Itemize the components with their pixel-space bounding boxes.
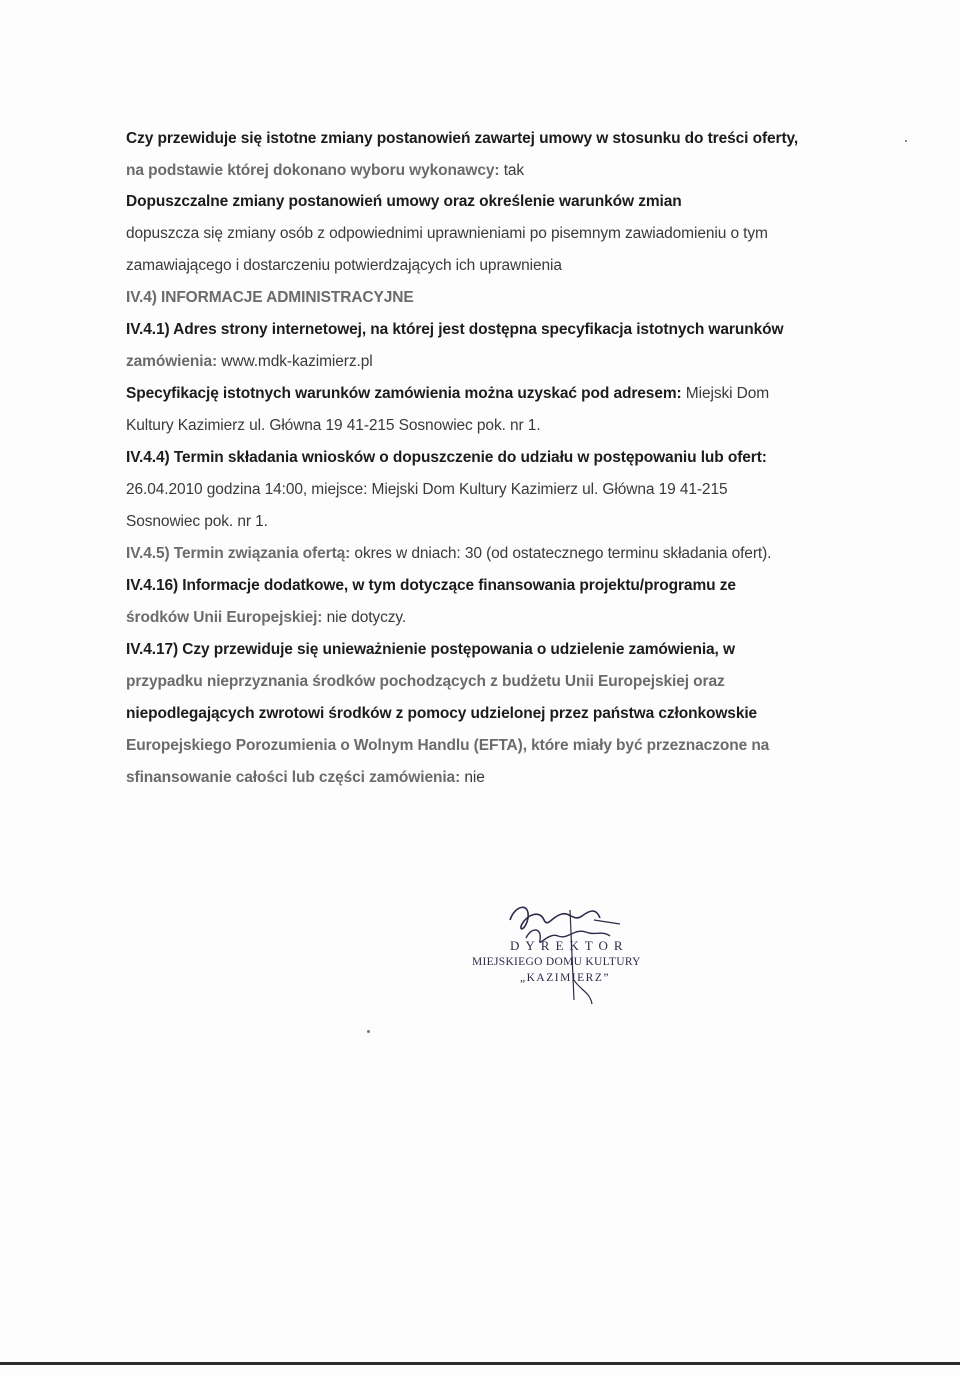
text-line	[126, 383, 769, 405]
text-run: IV.4.17) Czy przewiduje się unieważnienie postępowania o udzielenie zamówienia, w	[126, 641, 735, 658]
stamp-title: DYREKTOR	[510, 938, 629, 953]
text-run: IV.4) INFORMACJE ADMINISTRACYJNE	[126, 289, 414, 306]
text-line	[126, 511, 268, 533]
director-stamp	[470, 880, 670, 1010]
text-run: okres w dniach: 30 (od ostatecznego terminu składania ofert).	[354, 545, 772, 562]
text-line	[126, 671, 725, 693]
text-line	[126, 160, 524, 182]
text-run: www.mdk-kazimierz.pl	[221, 353, 373, 370]
text-line	[126, 575, 736, 597]
stamp-institution: MIEJSKIEGO DOMU KULTURY	[472, 956, 641, 968]
text-run: Kultury Kazimierz ul. Główna 19 41-215 Sosnowiec pok. nr 1.	[126, 417, 541, 434]
text-line	[126, 351, 373, 373]
text-run: 26.04.2010 godzina 14:00, miejsce: Miejski Dom Kultury Kazimierz ul. Główna 19 41-215	[126, 481, 728, 498]
text-line	[126, 735, 769, 757]
text-run: środków Unii Europejskiej:	[126, 609, 327, 626]
text-run: IV.4.5) Termin związania ofertą:	[126, 545, 355, 562]
text-line	[126, 255, 562, 277]
text-line	[126, 607, 406, 629]
text-line	[126, 191, 682, 213]
text-run: IV.4.4) Termin składania wniosków o dopuszczenie do udziału w postępowaniu lub ofert:	[126, 449, 767, 466]
text-run: sfinansowanie całości lub części zamówienia:	[126, 769, 465, 786]
text-line	[126, 703, 757, 725]
text-run: Sosnowiec pok. nr 1.	[126, 513, 268, 530]
text-run: tak	[503, 162, 525, 179]
text-line	[126, 479, 727, 501]
text-run: IV.4.16) Informacje dodatkowe, w tym dotyczące finansowania projektu/programu ze	[126, 577, 736, 594]
text-run: zamawiającego i dostarczeniu potwierdzających ich uprawnienia	[126, 257, 562, 274]
scan-speck	[905, 140, 907, 142]
text-line	[126, 767, 485, 789]
scan-bottom-edge	[0, 1362, 960, 1365]
text-line	[126, 319, 783, 341]
text-line	[126, 223, 768, 245]
text-line	[126, 543, 771, 565]
text-line	[126, 128, 798, 150]
text-run: Czy przewiduje się istotne zmiany postanowień zawartej umowy w stosunku do treści oferty,	[126, 130, 799, 147]
text-line	[126, 415, 541, 437]
text-run: przypadku nieprzyznania środków pochodzących z budżetu Unii Europejskiej oraz	[126, 673, 725, 690]
stamp-name: „KAZIMIERZ”	[520, 972, 610, 984]
text-run: na podstawie której dokonano wyboru wykonawcy:	[126, 162, 504, 179]
text-run: Europejskiego Porozumienia o Wolnym Handlu (EFTA), które miały być przeznaczone na	[126, 737, 770, 754]
text-line	[126, 287, 414, 309]
scan-dot	[367, 1030, 370, 1033]
text-run: Specyfikację istotnych warunków zamówienia można uzyskać pod adresem:	[126, 385, 686, 402]
text-run: Miejski Dom	[685, 385, 770, 402]
text-line	[126, 639, 735, 661]
text-run: zamówienia:	[126, 353, 222, 370]
text-line	[126, 447, 767, 469]
text-run: nie	[464, 769, 485, 786]
text-run: niepodlegających zwrotowi środków z pomocy udzielonej przez państwa członkowskie	[126, 705, 758, 722]
text-run: Dopuszczalne zmiany postanowień umowy oraz określenie warunków zmian	[126, 193, 682, 210]
text-run: nie dotyczy.	[326, 609, 407, 626]
text-run: IV.4.1) Adres strony internetowej, na której jest dostępna specyfikacja istotnych warunków	[126, 321, 784, 338]
text-run: dopuszcza się zmiany osób z odpowiednimi uprawnieniami po pisemnym zawiadomieniu o tym	[126, 225, 768, 242]
